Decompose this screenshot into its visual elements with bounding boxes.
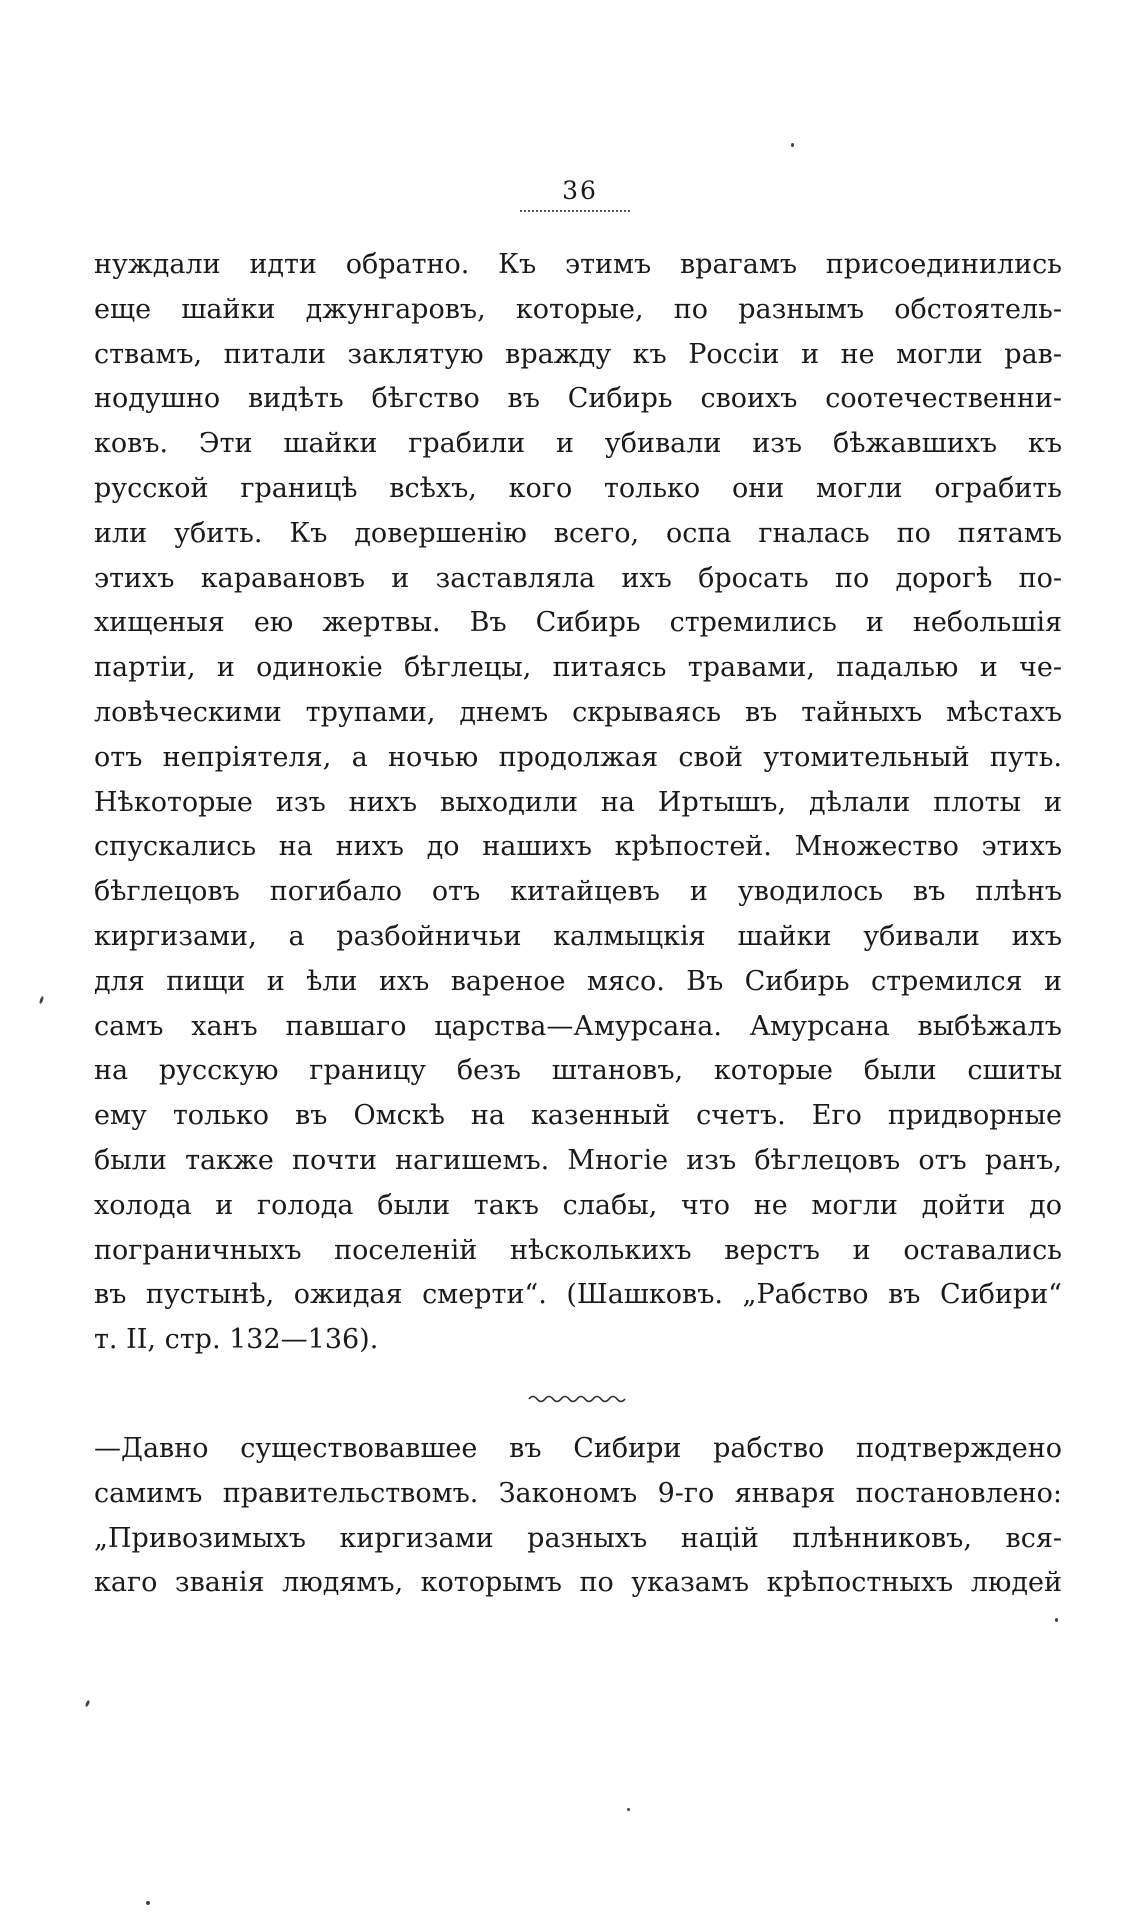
text-line: еще шайки джунгаровъ, которые, по разнымъ обстоятель-	[94, 293, 1062, 325]
text-line: этихъ каравановъ и заставляла ихъ бросать по дорогѣ по-	[94, 562, 1062, 594]
text-line: киргизами, а разбойничьи калмыцкія шайки убивали ихъ	[94, 920, 1062, 952]
text-line: или убить. Къ довершенію всего, оспа гналась по пятамъ	[94, 517, 1062, 549]
paragraph-2	[94, 1427, 1062, 1606]
text-line: русской границѣ всѣхъ, кого только они могли ограбить	[94, 472, 1062, 504]
text-line: „Привозимыхъ киргизами разныхъ націй плѣнниковъ, вся-	[94, 1522, 1062, 1554]
text-line: самимъ правительствомъ. Закономъ 9-го января постановлено:	[94, 1477, 1062, 1509]
ink-speck	[146, 1901, 150, 1905]
wavy-separator	[527, 1392, 627, 1406]
text-line: отъ непріятеля, а ночью продолжая свой утомительный путь.	[94, 741, 1062, 773]
text-line: въ пустынѣ, ожидая смерти“. (Шашковъ. „Рабство въ Сибири“	[94, 1279, 1062, 1311]
text-line: пограничныхъ поселеній нѣсколькихъ верстъ и оставались	[94, 1234, 1062, 1266]
ink-speck	[39, 996, 45, 1005]
ink-speck	[791, 143, 794, 147]
text-line: ковъ. Эти шайки грабили и убивали изъ бѣжавшихъ къ	[94, 428, 1062, 460]
text-line: Нѣкоторые изъ нихъ выходили на Иртышъ, дѣлали плоты и	[94, 786, 1062, 818]
text-line: партіи, и одинокіе бѣглецы, питаясь травами, падалью и че-	[94, 652, 1062, 684]
text-line: нуждали идти обратно. Къ этимъ врагамъ присоединились	[94, 249, 1062, 280]
text-line: —Давно существовавшее въ Сибири рабство подтверждено	[94, 1433, 1062, 1464]
text-line: т. II, стр. 132—136).	[94, 1324, 379, 1356]
text-line: ствамъ, питали заклятую вражду къ Россіи и не могли рав-	[94, 338, 1062, 370]
ink-speck	[85, 1700, 91, 1708]
page-number: 36	[562, 176, 598, 205]
text-line: ему только въ Омскѣ на казенный счетъ. Его придворные	[94, 1100, 1062, 1132]
paragraph-1	[94, 243, 1062, 1363]
text-line: холода и голода были такъ слабы, что не могли дойти до	[94, 1189, 1062, 1221]
text-line: самъ ханъ павшаго царства—Амурсана. Амурсана выбѣжалъ	[94, 1010, 1062, 1042]
page-number-rule	[520, 210, 630, 212]
text-line: спускались на нихъ до нашихъ крѣпостей. Множество этихъ	[94, 831, 1062, 863]
ink-speck	[1055, 1618, 1058, 1622]
text-line: для пищи и ѣли ихъ вареное мясо. Въ Сибирь стремился и	[94, 965, 1062, 997]
text-line: на русскую границу безъ штановъ, которые были сшиты	[94, 1055, 1062, 1087]
text-line: хищеныя ею жертвы. Въ Сибирь стремились и небольшія	[94, 607, 1062, 639]
text-line: каго званія людямъ, которымъ по указамъ крѣпостныхъ людей	[94, 1567, 1062, 1599]
text-line: нодушно видѣть бѣгство въ Сибирь своихъ соотечественни-	[94, 383, 1062, 415]
text-line: ловѣческими трупами, днемъ скрываясь въ тайныхъ мѣстахъ	[94, 696, 1062, 728]
ink-speck	[627, 1808, 630, 1811]
text-line: были также почти нагишемъ. Многіе изъ бѣглецовъ отъ ранъ,	[94, 1144, 1062, 1176]
text-line: бѣглецовъ погибало отъ китайцевъ и уводилось въ плѣнъ	[94, 876, 1062, 908]
